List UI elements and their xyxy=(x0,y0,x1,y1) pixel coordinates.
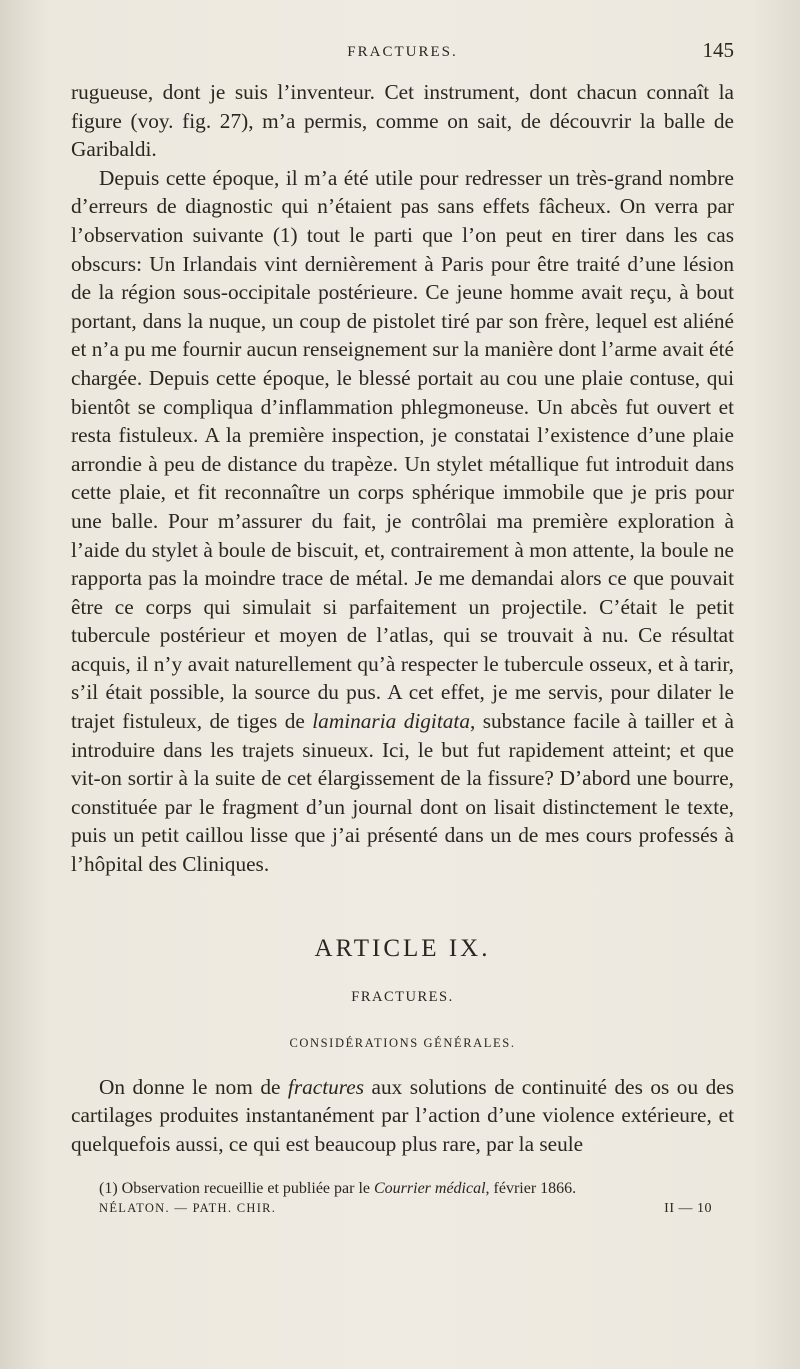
footer-signature xyxy=(71,1201,734,1217)
footer-right: II — 10 xyxy=(664,1201,712,1217)
subsection-heading: CONSIDÉRATIONS GÉNÉRALES. xyxy=(289,1035,516,1050)
definition-italic-term: fractures xyxy=(287,1074,365,1099)
paragraph-observation-text-end: , substance facile à tailler et à introduire dans les trajets sinueux. Ici, le but fut rapidement atteint; et que vit-on sortir à la suite de cet élargissement de la fissure? D’abord une bourre, constituée par le fragment d’un journal dont on lisait distinctement le texte, puis un petit caillou lisse que j’ai présenté dans un de mes cours professés à l’hôpital des Cliniques. xyxy=(71,709,734,877)
article-heading: ARTICLE IX. xyxy=(314,934,491,962)
section-heading: FRACTURES. xyxy=(351,988,454,1005)
footer-left: NÉLATON. — PATH. CHIR. xyxy=(99,1201,277,1216)
footnote xyxy=(71,1178,734,1199)
running-head xyxy=(71,38,734,78)
paragraph-definition xyxy=(71,1073,734,1159)
footnote-italic: Courrier médical xyxy=(374,1180,486,1198)
footnote-text-start: (1) Observation recueillie et publiée par le xyxy=(99,1180,374,1198)
paragraph-observation xyxy=(71,164,734,879)
footnote-text-end: , février 1866. xyxy=(485,1180,577,1198)
paragraph-continued: rugueuse, dont je suis l’inventeur. Cet instrument, dont chacun connaît la figure (voy. fig. 27), m’a permis, comme on sait, de découvrir la balle de Garibaldi. xyxy=(71,80,734,162)
definition-text-start: On donne le nom de xyxy=(99,1074,288,1099)
paragraph-observation-italic: laminaria digitata xyxy=(312,709,470,734)
running-title: FRACTURES. xyxy=(347,44,458,60)
page-number: 145 xyxy=(702,38,734,62)
definition-text-end: aux solutions de continuité des os ou des cartilages produites instantanément par l’action d’une violence extérieure, et quelquefois aussi, ce qui est beaucoup plus rare, par la seule xyxy=(71,1074,734,1156)
paragraph-observation-text: Depuis cette époque, il m’a été utile pour redresser un très-grand nombre d’erreurs de diagnostic qui n’étaient pas sans effets fâcheux. On verra par l’observation suivante (1) tout le parti que l’on peut en tirer dans les cas obscurs: Un Irlandais vint dernièrement à Paris pour être traité d’une lésion de la région sous-occipitale postérieure. Ce jeune homme avait reçu, à bout portant, dans la nuque, un coup de pistolet tiré par son frère, lequel est aliéné et n’a pu me fournir aucun renseignement sur la manière dont l’arme avait été chargée. Depuis cette époque, le blessé portait au cou une plaie contuse, qui bientôt se compliqua d’inflammation phlegmoneuse. Un abcès fut ouvert et resta fistuleux. A la première inspection, je constatai l’existence d’une plaie arrondie à peu de distance du trapèze. Un stylet métallique fut introduit dans cette plaie, et fit reconnaître un corps sphérique immobile que je pris pour une balle. Pour m’assurer du fait, je contrôlai ma première exploration à l’aide du stylet à boule de biscuit, et, contrairement à mon attente, la boule ne rapporta pas la moindre trace de métal. Je me demandai alors ce que pouvait être ce corps qui simulait si parfaitement un projectile. C’était le petit tubercule postérieur et moyen de l’atlas, qui se trouvait à nu. Ce résultat acquis, il n’y avait naturellement qu’à respecter le tubercule osseux, et à tarir, s’il était possible, la source du pus. A cet effet, je me servis, pour dilater le trajet fistuleux, de tiges de xyxy=(71,165,734,734)
